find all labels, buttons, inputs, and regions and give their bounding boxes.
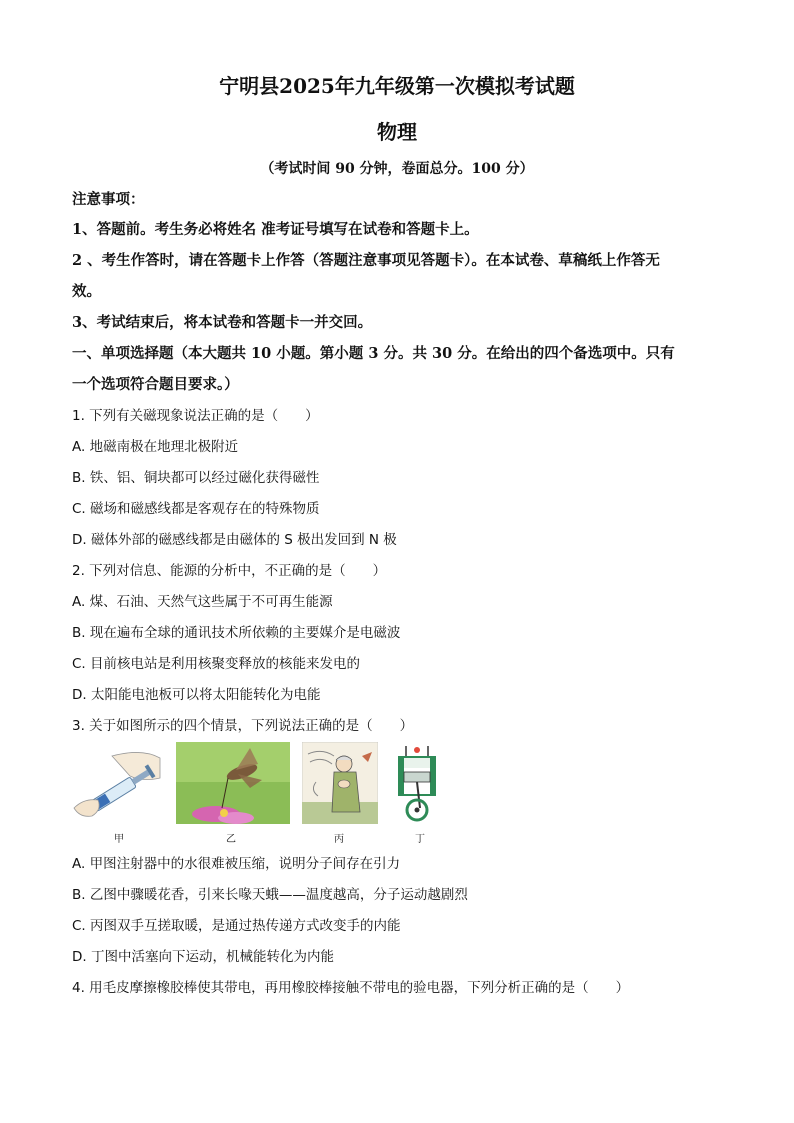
question-2-option-a: A. 煤、石油、天然气这些属于不可再生能源 (72, 594, 333, 610)
question-2-option-b: B. 现在遍布全球的通讯技术所依赖的主要媒介是电磁波 (72, 625, 401, 641)
figure-yi-moth (176, 742, 290, 824)
question-3-option-b: B. 乙图中骤暖花香，引来长喙天蛾——温度越高，分子运动越剧烈 (72, 887, 468, 903)
caption-yi: 乙 (226, 834, 236, 845)
note-item-2-line-2: 效。 (72, 283, 101, 300)
question-3-figures (72, 742, 452, 845)
note-item-2-line-1: 2 、考生作答时，请在答题卡上作答（答题注意事项见答题卡）。在本试卷、草稿纸上作答无 (72, 252, 660, 269)
caption-ding: 丁 (415, 834, 425, 845)
subject-title: 物理 (377, 120, 417, 144)
question-3-option-d: D. 丁图中活塞向下运动，机械能转化为内能 (72, 949, 334, 965)
question-3-option-c: C. 丙图双手互搓取暖，是通过热传递方式改变手的内能 (72, 918, 401, 934)
question-2-stem: 2. 下列对信息、能源的分析中，不正确的是（ ） (72, 563, 387, 579)
caption-jia: 甲 (114, 834, 124, 845)
figure-ding-engine (392, 742, 442, 826)
question-3-stem: 3. 关于如图所示的四个情景，下列说法正确的是（ ） (72, 718, 414, 734)
question-4-stem: 4. 用毛皮摩擦橡胶棒使其带电，再用橡胶棒接触不带电的验电器，下列分析正确的是（ ） (72, 980, 630, 996)
note-item-1: 1、答题前。考生务必将姓名 准考证号填写在试卷和答题卡上。 (72, 221, 479, 238)
caption-bing: 丙 (334, 834, 344, 845)
section-heading-line-1: 一、单项选择题（本大题共 10 小题。第小题 3 分。共 30 分。在给出的四个备选项中。只有 (72, 345, 675, 362)
note-item-3: 3、考试结束后，将本试卷和答题卡一并交回。 (72, 314, 373, 331)
question-1-option-b: B. 铁、铝、铜块都可以经过磁化获得磁性 (72, 470, 320, 486)
question-3-option-a: A. 甲图注射器中的水很难被压缩，说明分子间存在引力 (72, 856, 401, 872)
exam-title: 宁明县2025年九年级第一次模拟考试题 (219, 74, 575, 98)
exam-info: （考试时间 90 分钟，卷面总分。100 分） (260, 161, 534, 177)
question-1-option-d: D. 磁体外部的磁感线都是由磁体的 S 极出发回到 N 极 (72, 532, 397, 548)
notes-heading: 注意事项： (72, 191, 145, 208)
section-heading-line-2: 一个选项符合题目要求。） (72, 376, 239, 393)
figure-jia-syringe (72, 742, 162, 826)
question-1-option-a: A. 地磁南极在地理北极附近 (72, 439, 239, 455)
question-2-option-d: D. 太阳能电池板可以将太阳能转化为电能 (72, 687, 321, 703)
question-1-option-c: C. 磁场和磁感线都是客观存在的特殊物质 (72, 501, 320, 517)
figure-bing-rubbing-hands (302, 742, 378, 824)
question-1-stem: 1. 下列有关磁现象说法正确的是（ ） (72, 408, 319, 424)
question-2-option-c: C. 目前核电站是利用核聚变释放的核能来发电的 (72, 656, 361, 672)
